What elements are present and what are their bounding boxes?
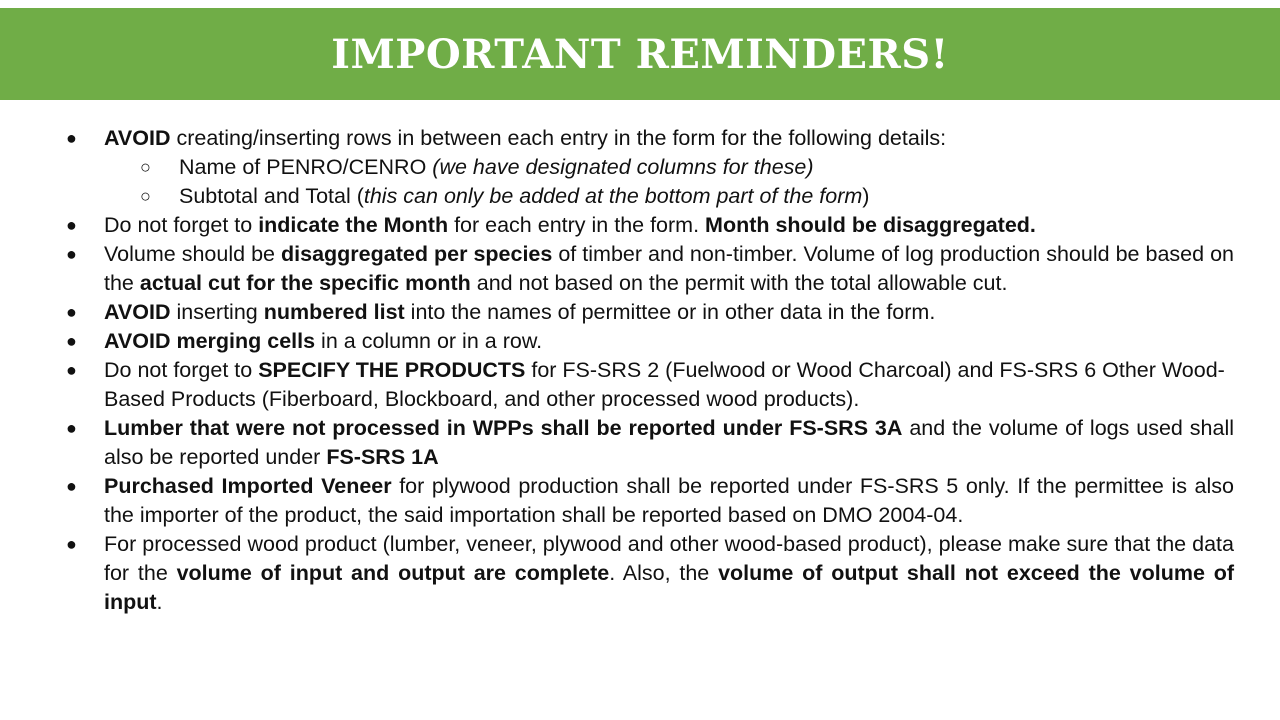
reminders-content — [62, 124, 1234, 617]
reminder-emphasis: volume of input and output are complete — [176, 561, 610, 585]
bullet-icon: ● — [66, 128, 77, 148]
reminder-emphasis: Lumber that were not processed in WPPs shall be reported under FS-SRS 3A — [104, 416, 903, 440]
reminder-imported-veneer — [62, 472, 1234, 530]
reminder-lumber-wpp — [62, 414, 1234, 472]
reminder-emphasis: AVOID merging cells — [104, 329, 316, 353]
bullet-icon: ● — [66, 476, 77, 496]
bullet-icon: ● — [66, 418, 77, 438]
reminder-avoid-rows — [62, 124, 1234, 211]
sub-reminder-penro — [104, 153, 1234, 182]
page-title: IMPORTANT REMINDERS! — [331, 30, 949, 78]
reminder-emphasis: FS-SRS 1A — [326, 445, 439, 469]
sub-reminder-text: Name of PENRO/CENRO — [179, 155, 433, 179]
reminder-volume-species — [62, 240, 1234, 298]
bullet-icon: ● — [66, 534, 77, 554]
bullet-icon: ● — [66, 302, 77, 322]
bullet-icon: ● — [66, 244, 77, 264]
sub-reminder-text: Subtotal and Total ( — [179, 184, 364, 208]
reminder-text: Volume should be — [104, 242, 282, 266]
reminder-emphasis: SPECIFY THE PRODUCTS — [258, 358, 526, 382]
bullet-icon: ● — [66, 331, 77, 351]
reminder-text: for each entry in the form. — [448, 213, 706, 237]
title-banner — [0, 8, 1280, 100]
reminder-text: and the volume of logs used shall also be reported under — [104, 416, 1235, 469]
reminder-text: For processed wood product (lumber, veneer, plywood and other wood-based product), please make sure that the data for the — [104, 532, 1234, 585]
reminder-emphasis: Month should be disaggregated. — [705, 213, 1036, 237]
reminder-emphasis: AVOID — [104, 126, 171, 150]
sub-reminder-note: this can only be added at the bottom part of the form — [363, 184, 863, 208]
reminder-emphasis: volume of output shall not exceed the volume of input — [104, 561, 1234, 614]
reminder-text: Do not forget to — [104, 213, 259, 237]
reminder-emphasis: actual cut for the specific month — [139, 271, 471, 295]
reminders-list — [62, 124, 1234, 617]
sub-reminder-subtotal — [104, 182, 1234, 211]
reminder-text: . — [156, 590, 163, 614]
reminder-text: of timber and non-timber. Volume of log production should be based on the — [104, 242, 1235, 295]
reminder-text: inserting — [170, 300, 264, 324]
reminder-text: into the names of permittee or in other data in the form. — [404, 300, 936, 324]
reminder-emphasis: numbered list — [263, 300, 405, 324]
hollow-bullet-icon: ○ — [140, 157, 151, 177]
reminder-emphasis: Purchased Imported Veneer — [104, 474, 392, 498]
reminder-numbered-list — [62, 298, 1234, 327]
reminder-text: Do not forget to — [104, 358, 259, 382]
sub-reminder-note: (we have designated columns for these) — [432, 155, 814, 179]
reminder-text: for FS-SRS 2 (Fuelwood or Wood Charcoal) and FS-SRS 6 Other Wood-Based Products (Fiberboard, Blockboard, and other processed wood products). — [104, 358, 1225, 411]
reminder-merging-cells — [62, 327, 1234, 356]
reminder-indicate-month — [62, 211, 1234, 240]
reminder-specify-products — [62, 356, 1234, 414]
reminder-text: creating/inserting rows in between each entry in the form for the following details: — [170, 126, 947, 150]
reminder-input-output — [62, 530, 1234, 617]
sub-reminder-text-end: ) — [862, 184, 870, 208]
bullet-icon: ● — [66, 360, 77, 380]
reminder-text: . Also, the — [609, 561, 719, 585]
reminder-emphasis: disaggregated per species — [281, 242, 553, 266]
bullet-icon: ● — [66, 215, 77, 235]
reminder-text: and not based on the permit with the total allowable cut. — [470, 271, 1008, 295]
reminder-sublist — [104, 153, 1234, 211]
reminder-text: for plywood production shall be reported under FS-SRS 5 only. If the permittee is also the importer of the product, the said importation shall be reported based on DMO 2004-04. — [104, 474, 1234, 527]
hollow-bullet-icon: ○ — [140, 186, 151, 206]
reminder-text: in a column or in a row. — [315, 329, 543, 353]
reminder-emphasis: AVOID — [104, 300, 171, 324]
reminder-emphasis: indicate the Month — [258, 213, 449, 237]
